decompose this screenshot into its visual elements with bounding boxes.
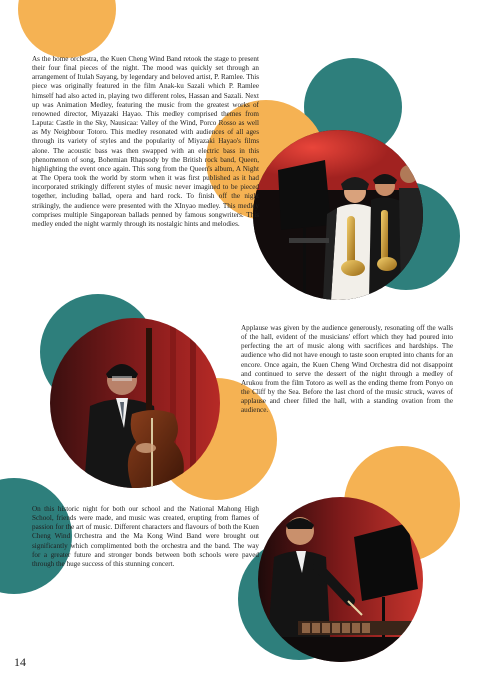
article-paragraph-intro: As the home orchestra, the Kuen Cheng Wind Band retook the stage to present their four final pieces of the night. The mood was quickly set through an arrangement of Itulah Sayang, by legendary and beloved artist, P. Ramlee. This piece was originally featured in the film Anak-ku Sazali which P. Ramlee himself had also acted in, playing two different roles, Hassan and Sazali. Next up was Animation Medley, featuring the music from the greatest works of renowned director, Miyazaki Hayao. This medley comprised themes from Laputa: Castle in the Sky, Nausicaa: Valley of the Wind, Porco Rosso as well as My Neighbour Totoro. This medley resonated with audiences of all ages through its variety of styles and the popularity of Miyazaki Hayao's films alone. The acoustic bass was then swapped with an electric bass in this phenomenon of song, Bohemian Rhapsody by the British rock band, Queen, highlighting the event once again. This song from the Queen's album, A Night at The Opera took the world by storm when it was first published as it had incorporated strikingly different styles of music never imagined to be pieced together, including ballad, opera and hard rock. To finish off the night strikingly, the audience were presented with the XInyao medley. This medley comprises multiple Singaporean ballads penned by famous songwriters. This medley ended the night warmly through its nostalgic hints and melodies. [32,55,259,228]
page-number: 14 [14,655,26,669]
saxophone-section-photo [253,130,423,300]
percussionist-photo [258,497,423,662]
decor-circle-orange-top [18,0,116,58]
double-bass-player-photo [50,318,220,488]
article-paragraph-applause: Applause was given by the audience generously, resonating off the walls of the hall, evident of the musicians' effort which they had poured into perfecting the art of music along with sacrifices and hardships. The audience who did not have enough to taste soon erupted into chants for an encore. Once again, the Kuen Cheng Wind Orchestra did not disappoint and continued to serve the dessert of the night through a medley of Arukou from the film Totoro as well as the ending theme from Ponyo on the Cliff by the Sea. Before the last chord of the music struck, waves of applause and cheer filled the hall, with a standing ovation from the audience. [241,324,453,415]
article-paragraph-conclusion: On this historic night for both our school and the National Mahong High School, friends were made, and music was created, erupting from flames of passion for the art of music. Different characters and flavours of both the Kuen Cheng Wind Orchestra and the Ma Kong Wind Band were brought out significantly which complimented both the orchestra and the band. The way for a greater future and stronger bonds between both schools were paved through the huge success of this stunning concert. [32,505,259,568]
